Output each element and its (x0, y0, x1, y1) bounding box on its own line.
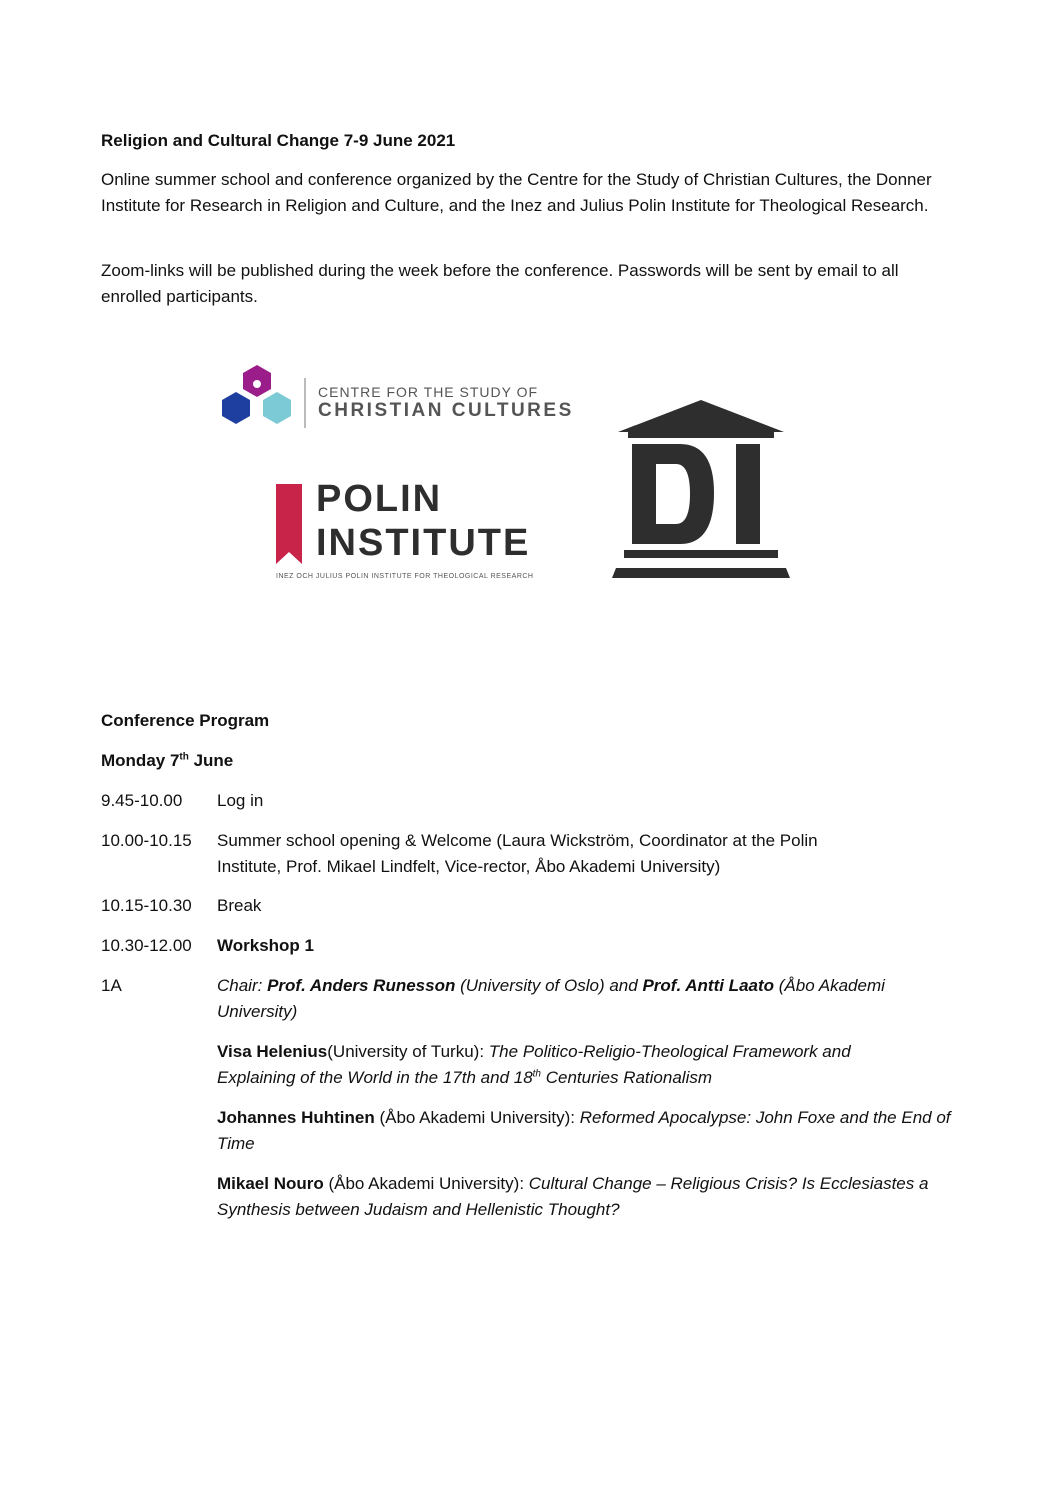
program-time: 9.45-10.00 (101, 791, 183, 810)
donner-temple-icon (610, 398, 792, 580)
chair-label: Chair: (217, 976, 268, 995)
polin-logo-line2: INSTITUTE (316, 522, 531, 564)
program-text: Break (217, 896, 262, 915)
talk-affiliation: (Åbo Akademi University): (374, 1108, 580, 1127)
session-code: 1A (101, 976, 122, 995)
day-heading (101, 748, 961, 774)
program-time: 10.30-12.00 (101, 936, 192, 955)
zoom-note-paragraph: Zoom-links will be published during the week before the conference. Passwords will be sent by email to all enrolled participants. (101, 261, 899, 306)
intro-paragraph: Online summer school and conference organized by the Centre for the Study of Christian Cultures, the Donner Institute for Research in Religion and Culture, and the Inez and Julius Polin Institute for Theological Research. (101, 170, 932, 215)
talk-speaker: Mikael Nouro (217, 1174, 324, 1193)
day-month: June (188, 751, 234, 770)
program-time: 10.00-10.15 (101, 831, 192, 850)
polin-logo (276, 478, 546, 588)
csc-logo (218, 364, 608, 436)
polin-bookmark-icon (276, 484, 304, 566)
talk-title-end: Centuries Rationalism (541, 1068, 713, 1087)
talk-title: Reformed Apocalypse: John Foxe and the End of Time (217, 1108, 951, 1153)
talk-title: The Politico-Religio-Theological Framework and Explaining of the World in the 17th and 18 (217, 1042, 851, 1087)
talk-affiliation: (Åbo Akademi University): (323, 1174, 529, 1193)
talk-title-sup: th (532, 1068, 541, 1080)
talk-text (217, 1105, 957, 1157)
talk-text (217, 1171, 957, 1223)
talk-speaker: Johannes Huhtinen (217, 1108, 375, 1127)
talk-speaker: Visa Helenius (217, 1042, 328, 1061)
chair-2-affiliation: (Åbo Akademi University) (217, 976, 885, 1021)
program-text: Workshop 1 (217, 936, 314, 955)
program-time: 10.15-10.30 (101, 896, 192, 915)
talk-affiliation: (University of Turku): (327, 1042, 489, 1061)
talk-title: Cultural Change – Religious Crisis? Is Ecclesiastes a Synthesis between Judaism and Hellenistic Thought? (217, 1174, 929, 1219)
chair-1-affiliation: (University of Oslo) and (455, 976, 643, 995)
polin-logo-line1: POLIN (316, 478, 443, 520)
donner-institute-logo (610, 398, 792, 580)
program-text: Log in (217, 791, 264, 810)
day-suffix: th (179, 751, 189, 763)
chair-2-name: Prof. Antti Laato (642, 976, 775, 995)
talk-text (217, 1039, 907, 1091)
day-label: Monday 7 (101, 751, 180, 770)
program-heading: Conference Program (101, 711, 270, 730)
csc-logo-line2: CHRISTIAN CULTURES (318, 400, 574, 421)
polin-logo-subtitle: INEZ OCH JULIUS POLIN INSTITUTE FOR THEOLOGICAL RESEARCH (276, 573, 534, 580)
chair-1-name: Prof. Anders Runesson (267, 976, 456, 995)
csc-hexagons-icon (218, 364, 298, 436)
csc-logo-line1: CENTRE FOR THE STUDY OF (318, 384, 539, 400)
csc-divider (304, 378, 306, 428)
program-text: Summer school opening & Welcome (Laura Wickström, Coordinator at the Polin Institute, Prof. Mikael Lindfelt, Vice-rector, Åbo Akademi University) (217, 831, 818, 876)
session-chair (217, 973, 907, 1025)
document-title: Religion and Cultural Change 7-9 June 2021 (101, 131, 456, 150)
